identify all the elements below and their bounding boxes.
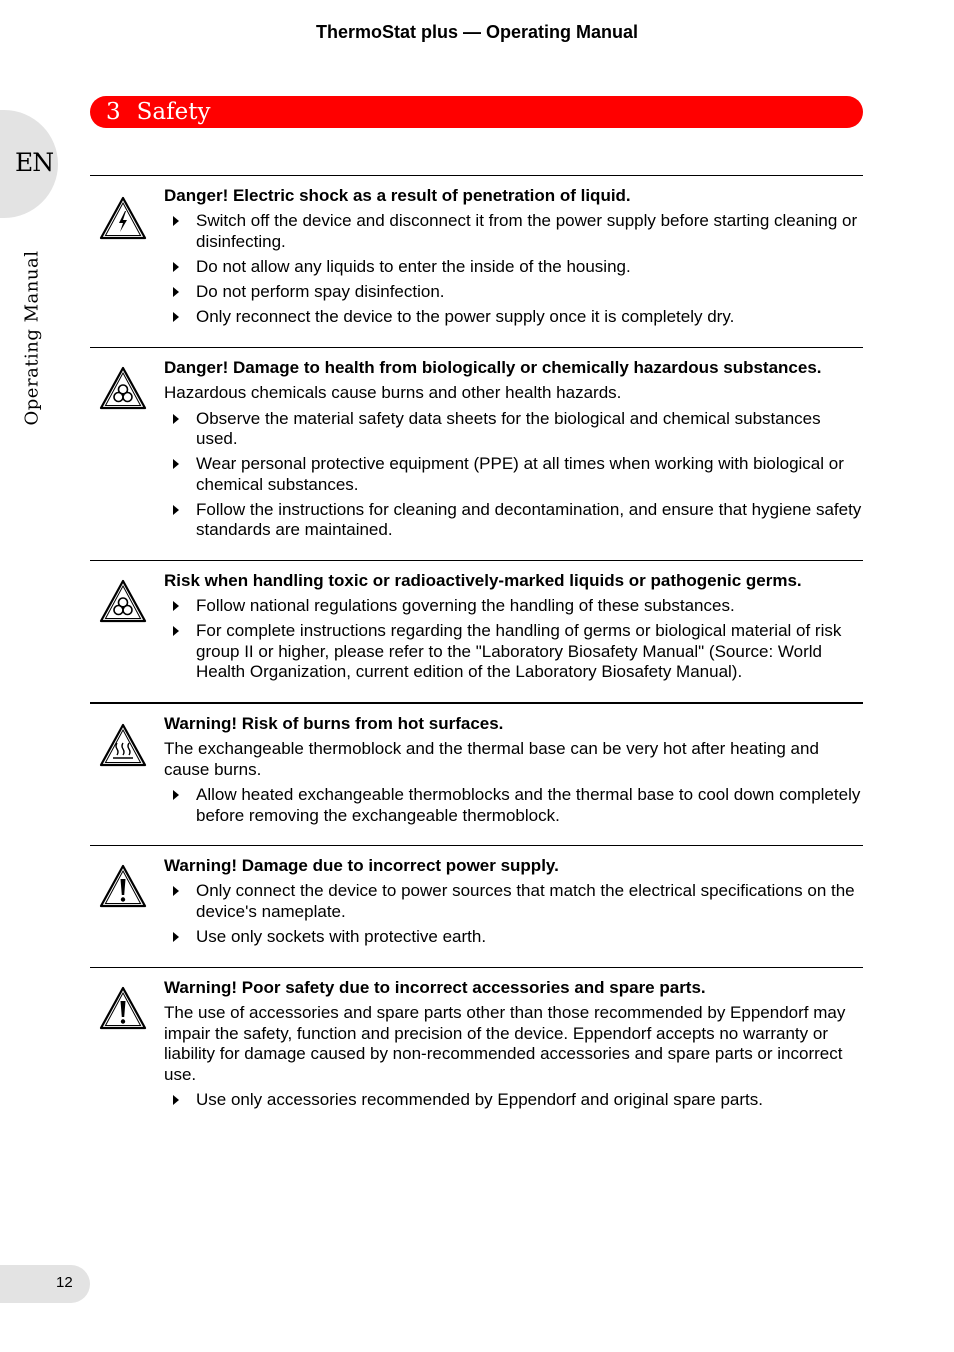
safety-notice-hazardous-substances	[90, 347, 863, 560]
safety-notice-toxic-liquids	[90, 560, 863, 702]
bullet-arrow-icon	[173, 414, 179, 424]
notice-bullet: Only reconnect the device to the power supply once it is completely dry.	[164, 307, 863, 328]
notice-text: The exchangeable thermoblock and the thermal base can be very hot after heating and cause burns.	[164, 739, 819, 779]
notice-bullet: Observe the material safety data sheets for the biological and chemical substances used.	[164, 409, 863, 450]
bullet-arrow-icon	[173, 459, 179, 469]
notice-bullet: Do not allow any liquids to enter the inside of the housing.	[164, 257, 863, 278]
bullet-arrow-icon	[173, 216, 179, 226]
safety-notice-accessories	[90, 967, 863, 1127]
notice-title: Warning! Risk of burns from hot surfaces.	[164, 714, 504, 733]
bullet-arrow-icon	[173, 601, 179, 611]
chapter-title: Safety	[136, 99, 211, 125]
bullet-arrow-icon	[173, 287, 179, 297]
bullet-arrow-icon	[173, 790, 179, 800]
language-label: EN	[15, 148, 54, 177]
biohazard-warning-icon	[99, 366, 147, 410]
bullet-arrow-icon	[173, 262, 179, 272]
notice-title: Danger! Electric shock as a result of penetration of liquid.	[164, 186, 631, 205]
notice-bullet: For complete instructions regarding the handling of germs or biological material of risk group II or higher, please refer to the "Laboratory Biosafety Manual" (Source: World Health Organization, current edition of the Laboratory Biosafety Manual).	[164, 621, 863, 683]
safety-notice-electric-shock	[90, 175, 863, 347]
notice-bullet: Use only accessories recommended by Eppendorf and original spare parts.	[164, 1090, 863, 1111]
bullet-arrow-icon	[173, 886, 179, 896]
notice-bullet: Only connect the device to power sources that match the electrical specifications on the device's nameplate.	[164, 881, 863, 922]
notice-bullet: Follow the instructions for cleaning and decontamination, and ensure that hygiene safety standards are maintained.	[164, 500, 863, 541]
notice-title: Danger! Damage to health from biologically or chemically hazardous substances.	[164, 358, 822, 377]
notice-bullet: Follow national regulations governing the handling of these substances.	[164, 596, 863, 617]
side-section-label: Operating Manual	[21, 250, 43, 426]
bullet-arrow-icon	[173, 1095, 179, 1105]
page-number-tab	[0, 1265, 90, 1303]
notice-text: Hazardous chemicals cause burns and other health hazards.	[164, 383, 622, 402]
biohazard-warning-icon	[99, 579, 147, 623]
notice-title: Warning! Poor safety due to incorrect accessories and spare parts.	[164, 978, 706, 997]
bullet-arrow-icon	[173, 626, 179, 636]
notice-bullet: Switch off the device and disconnect it from the power supply before starting cleaning or disinfecting.	[164, 211, 863, 252]
notice-title: Warning! Damage due to incorrect power supply.	[164, 856, 559, 875]
notice-text: The use of accessories and spare parts other than those recommended by Eppendorf may impair the safety, function and precision of the device. Eppendorf accepts no warranty or liability for damage caused by non-recommended accessories and spare parts or incorrect use.	[164, 1003, 846, 1084]
electric-shock-warning-icon	[99, 196, 147, 240]
bullet-arrow-icon	[173, 932, 179, 942]
bullet-arrow-icon	[173, 505, 179, 515]
general-warning-icon	[99, 986, 147, 1030]
running-header: ThermoStat plus — Operating Manual	[315, 22, 639, 42]
general-warning-icon	[99, 864, 147, 908]
page-number: 12	[56, 1274, 73, 1291]
notice-bullet: Allow heated exchangeable thermoblocks and the thermal base to cool down completely before removing the exchangeable thermoblock.	[164, 785, 863, 826]
notice-title: Risk when handling toxic or radioactively-marked liquids or pathogenic germs.	[164, 571, 802, 590]
language-tab	[0, 110, 58, 218]
notice-bullet: Use only sockets with protective earth.	[164, 927, 863, 948]
safety-notice-power-supply	[90, 845, 863, 967]
notice-bullet: Wear personal protective equipment (PPE) at all times when working with biological or chemical substances.	[164, 454, 863, 495]
hot-surface-warning-icon	[99, 723, 147, 767]
safety-notice-hot-surfaces	[90, 702, 863, 845]
chapter-number: 3	[106, 99, 121, 125]
chapter-heading-bar	[90, 96, 863, 128]
bullet-arrow-icon	[173, 312, 179, 322]
notice-bullet: Do not perform spay disinfection.	[164, 282, 863, 303]
